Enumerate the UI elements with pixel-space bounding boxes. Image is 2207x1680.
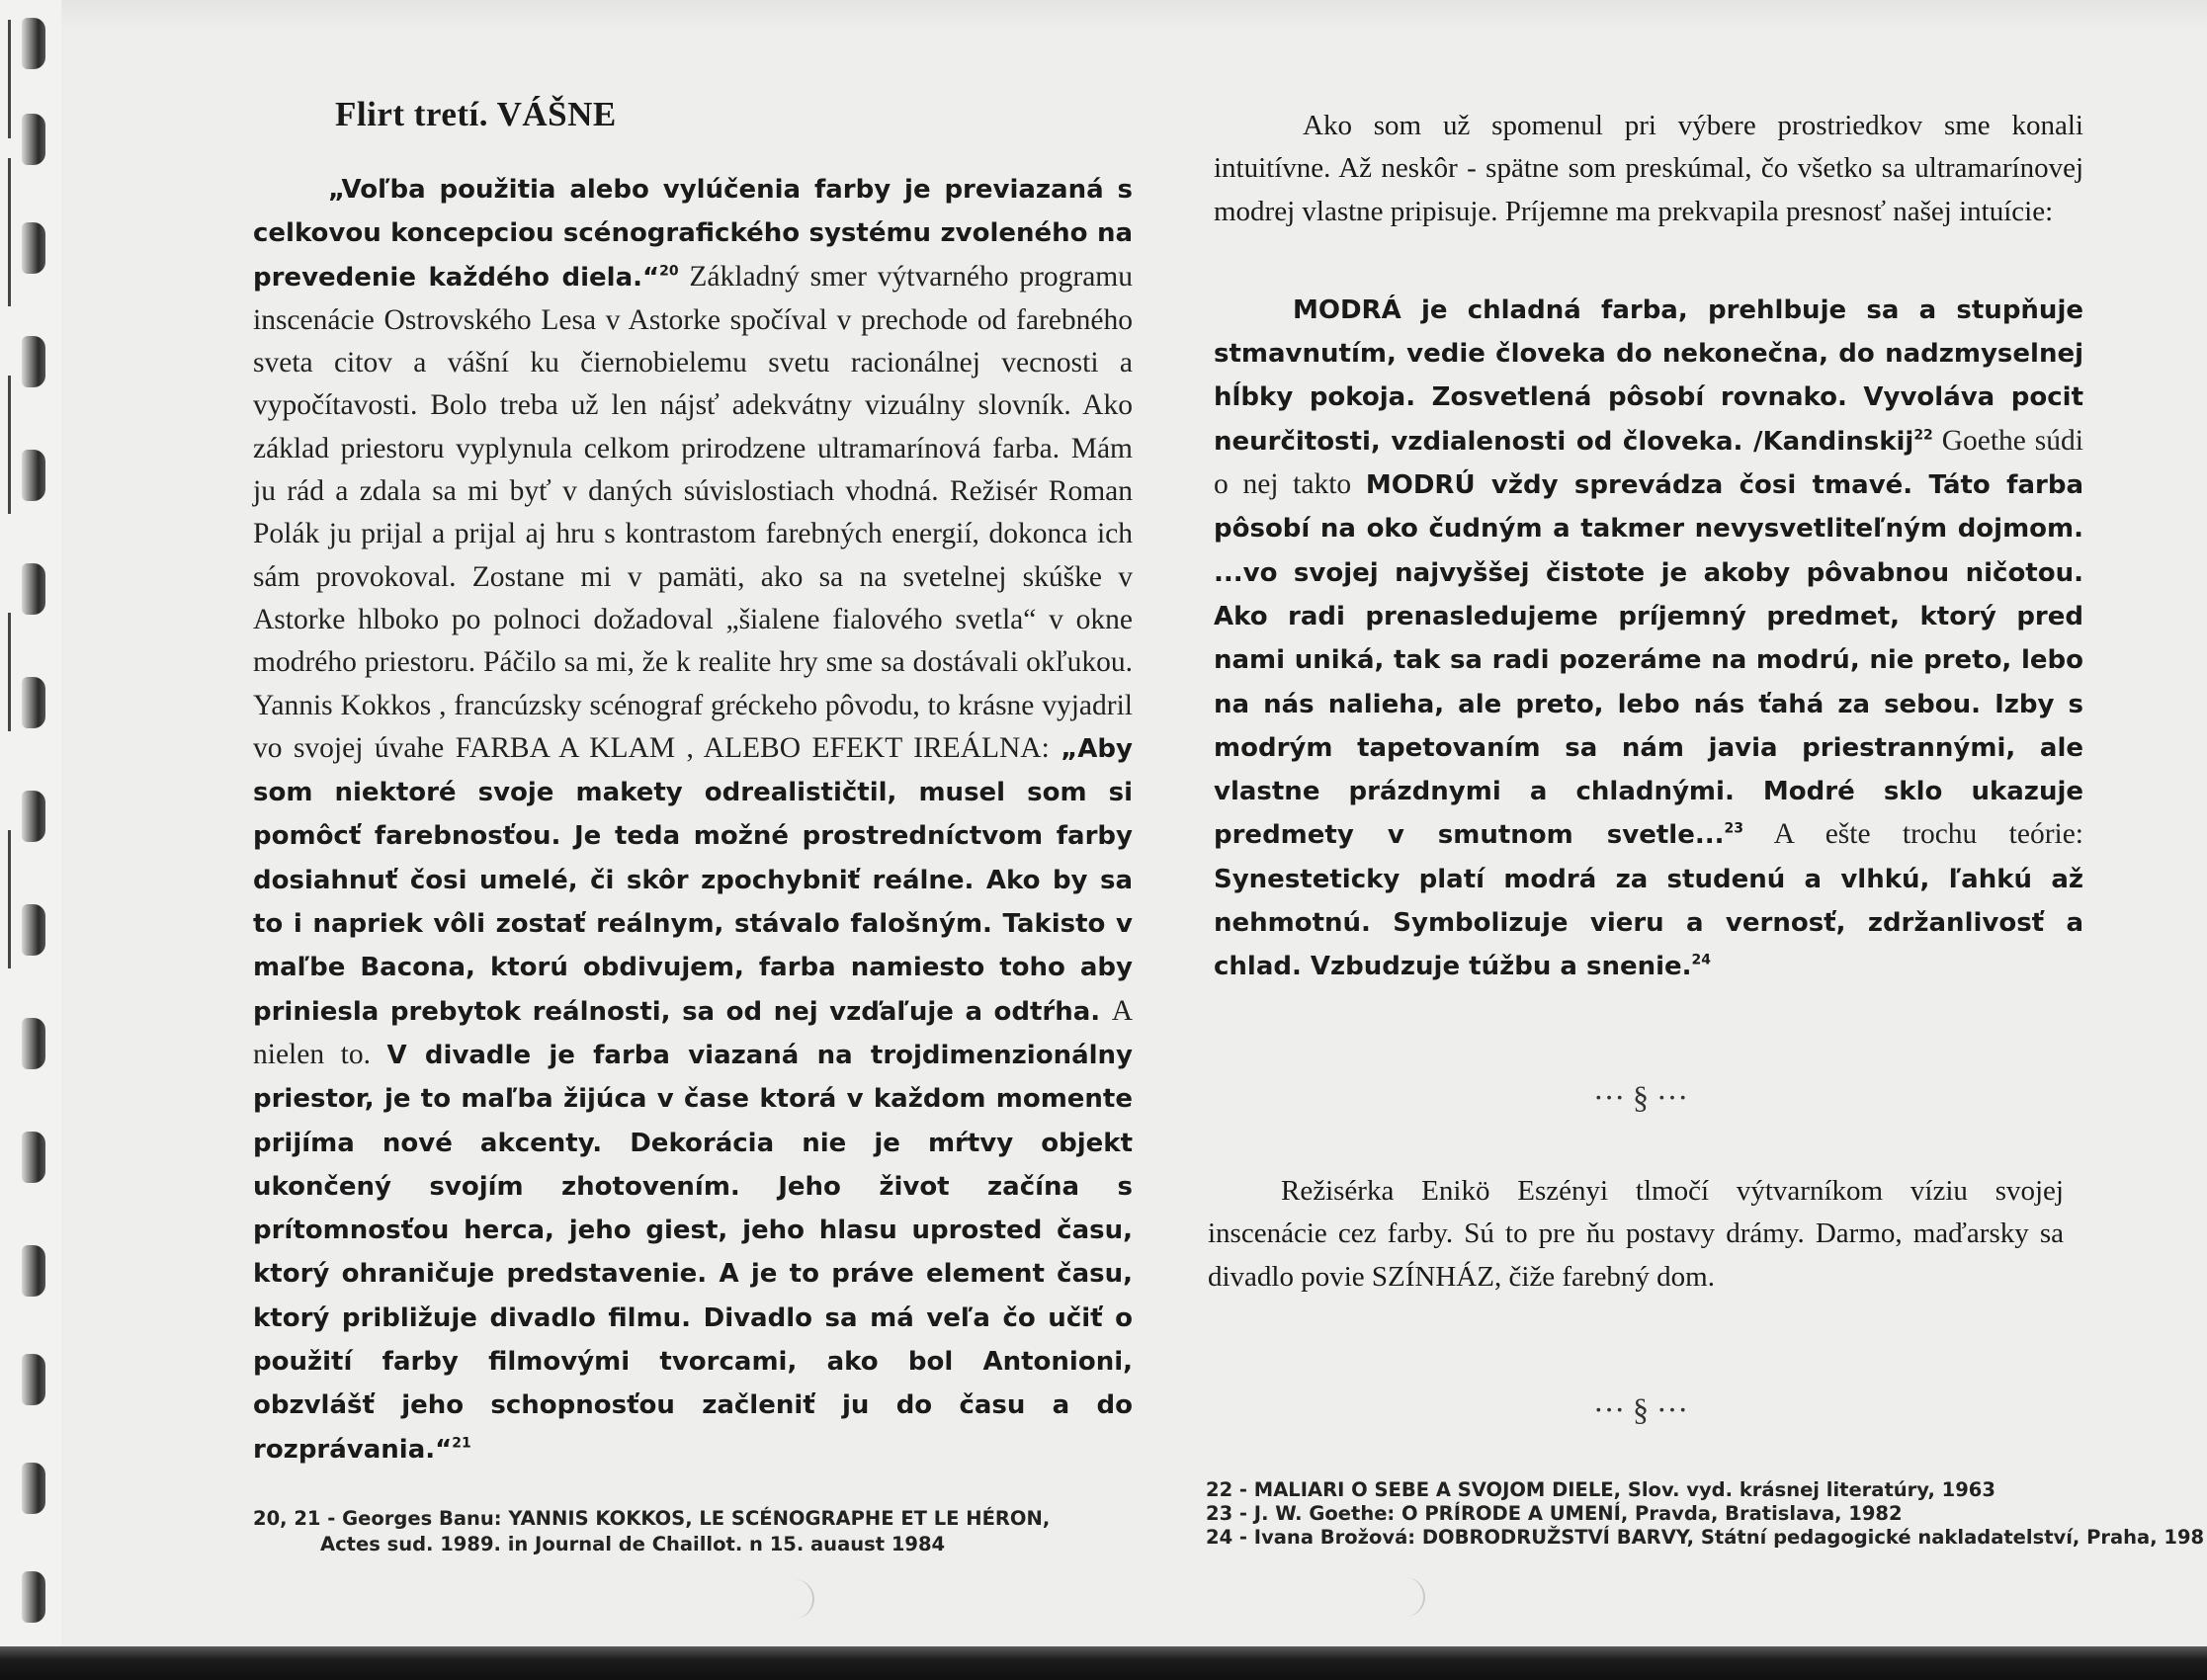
footnote-ref-24: 24	[1691, 952, 1712, 968]
spiral-binding	[0, 0, 61, 1680]
blue-color-quote	[1214, 289, 2083, 989]
binding-ring	[22, 904, 45, 956]
left-footnote	[253, 1506, 1123, 1557]
bottom-shadow-edge	[0, 1646, 2207, 1680]
body-paragraph: Základný smer výtvarného programu inscenácie Ostrovského Lesa v Astorke spočíval v prechode od farebného sveta citov a vášní ku čiernobielemu svetu racionálnej vecnosti a vypočítavosti. Bolo treba už len nájsť adekvátny vizuálny slovník. Ako základ priestoru vyplynula celkom prirodzene ultramarínová farba. Mám ju rád a zdala sa mi byť v daných súvislostiach vhodná. Režisér Roman Polák ju prijal a prijal aj hru s kontrastom farebných energií, dokonca ich sám provokoval. Zostane mi v pamäti, ako sa na svetelnej skúške v Astorke hlboko po polnoci dožadoval „šialene fialového svetla“ v okne modrého priestoru. Páčilo sa mi, že k realite hry sme sa dostávali okľukou. Yannis Kokkos , francúzsky scénograf gréckeho pôvodu, to krásne vyjadril vo svojej úvahe FARBA A KLAM , ALEBO EFEKT IREÁLNA:	[253, 260, 1134, 764]
footnote-20-21-line1: 20, 21 - Georges Banu: YANNIS KOKKOS, LE SCÉNOGRAPHE ET LE HÉRON,	[253, 1507, 1051, 1530]
binding-ring	[22, 563, 45, 615]
right-column	[1214, 105, 2083, 989]
binding-ring	[22, 450, 45, 501]
right-footnotes	[1206, 1478, 2205, 1550]
page-hole-mark	[793, 1579, 814, 1619]
kokkos-quote-intro: „Voľba použitia alebo vylúčenia farby je previazaná s celkovou koncepciou scénografického systému zvoleného na prevedenie každého diela.“	[253, 175, 1133, 293]
binding-ring	[22, 1354, 45, 1405]
binding-ring	[22, 1132, 45, 1183]
page-hole-mark	[1403, 1577, 1425, 1617]
binding-ring	[22, 1245, 45, 1297]
footnote-ref-20: 20	[659, 262, 679, 279]
binding-line	[8, 20, 11, 138]
binding-ring	[22, 336, 45, 387]
goethe-intro: Goethe súdi o nej takto	[1214, 424, 2083, 501]
binding-ring	[22, 677, 45, 728]
footnote-ref-23: 23	[1724, 820, 1743, 837]
binding-line	[8, 830, 11, 968]
footnote-ref-21: 21	[452, 1434, 471, 1451]
binding-line	[8, 158, 11, 306]
binding-line	[8, 376, 11, 514]
binding-ring	[22, 114, 45, 165]
footnote-24: 24 - Ivana Brožová: DOBRODRUŽSTVÍ BARVY, Státní pedagogické nakladatelství, Praha, 198	[1206, 1526, 2205, 1549]
right-intro-paragraph: Ako som už spomenul pri výbere prostriedkov sme konali intuitívne. Až neskôr - spätne som preskúmal, čo všetko sa ultramarínovej modrej vlastne pripisuje. Príjemne ma prekvapila presnosť našej intuície:	[1214, 110, 2083, 227]
kandinsky-quote: MODRÁ je chladná farba, prehlbuje sa a stupňuje stmavnutím, vedie človeka do nekonečna, do nadzmyselnej hĺbky pokoja. Zosvetlená pôsobí rovnako. Vyvoláva pocit neurčitosti, vzdialenosti od človeka. /Kandinskij	[1214, 294, 2083, 457]
binding-ring	[22, 18, 45, 69]
footnote-20-21-line2: Actes sud. 1989. in Journal de Chaillot. n 15. auaust 1984	[320, 1533, 946, 1555]
left-column	[253, 95, 1133, 1471]
kokkos-quote-continued: V divadle je farba viazaná na trojdimenzionálny priestor, je to maľba žijúca v čase ktorá v každom momente prijíma nové akcenty. Dekorácia nie je mŕtvy objekt ukončený svojím zhotovením. Jeho život začína s prítomnosťou herca, jeho giest, jeho hlasu uprosted času, ktorý ohraničuje predstavenie. A je to práve element času, ktorý približuje divadlo filmu. Divadlo sa má veľa čo učiť o použití farby filmovými tvorcami, ako bol Antonioni, obzvlášť jeho schopnosťou začleniť ju do času a do rozprávania.“	[253, 1040, 1134, 1465]
top-shadow	[0, 0, 2207, 28]
binding-ring	[22, 1018, 45, 1069]
footnote-23: 23 - J. W. Goethe: O PRÍRODE A UMENÍ, Pravda, Bratislava, 1982	[1206, 1502, 1903, 1525]
section-separator: ··· § ···	[1593, 1391, 1688, 1427]
kokkos-quote: „Aby som niektoré svoje makety odrealističtil, musel som si pomôcť farebnosťou. Je teda možné prostredníctvom farby dosiahnuť čosi umelé, či skôr zpochybniť reálne. Ako by sa to i napriek vôli zostať reálnym, stávalo falošným. Takisto v maľbe Bacona, ktorú obdivujem, farba namiesto toho aby priniesla prebytok reálnosti, sa od nej vzďaľuje a odtŕha.	[253, 733, 1133, 1027]
theory-intro: A ešte trochu teórie:	[1742, 818, 2083, 851]
goethe-quote: MODRÚ vždy sprevádza čosi tmavé. Táto farba pôsobí na oko čudným a takmer nevysvetliteľným dojmom. ...vo svojej najvyššej čistote je akoby pôvabnou ničotou. Ako radi prenasledujeme príjemný predmet, ktorý pred nami uniká, tak sa radi pozeráme na modrú, nie preto, lebo na nás nalieha, ale preto, lebo nás ťahá za sebou. Izby s modrým tapetovaním sa nám javia priestrannými, ale vlastne prázdnymi a chladnými. Modré sklo ukazuje predmety v smutnom svetle...	[1214, 470, 2083, 851]
binding-ring	[22, 1463, 45, 1514]
binding-line	[8, 613, 11, 731]
section-separator: ··· § ···	[1593, 1079, 1688, 1115]
footnote-22: 22 - MALIARI O SEBE A SVOJOM DIELE, Slov. vyd. krásnej literatúry, 1963	[1206, 1478, 1995, 1501]
footnote-ref-22: 22	[1913, 427, 1933, 444]
synesthesia-quote: Synesteticky platí modrá za studenú a vlhkú, ľahkú až nehmotnú. Symbolizuje vieru a vernosť, zdržanlivosť a chlad. Vzbudzuje túžbu a snenie.	[1214, 864, 2083, 982]
binding-ring	[22, 1571, 45, 1623]
binding-ring	[22, 791, 45, 842]
page-heading: Flirt tretí. VÁŠNE	[335, 95, 617, 133]
right-outro-paragraph: Režisérka Enikö Eszényi tlmočí výtvarníkom víziu svojej inscenácie cez farby. Sú to pre ňu postavy drámy. Darmo, maďarsky sa divadlo povie SZÍNHÁZ, čiže farebný dom.	[1208, 1175, 2064, 1293]
body-fragment: A nielen to.	[253, 994, 1133, 1070]
left-body-text	[253, 168, 1133, 1471]
binding-ring	[22, 222, 45, 274]
